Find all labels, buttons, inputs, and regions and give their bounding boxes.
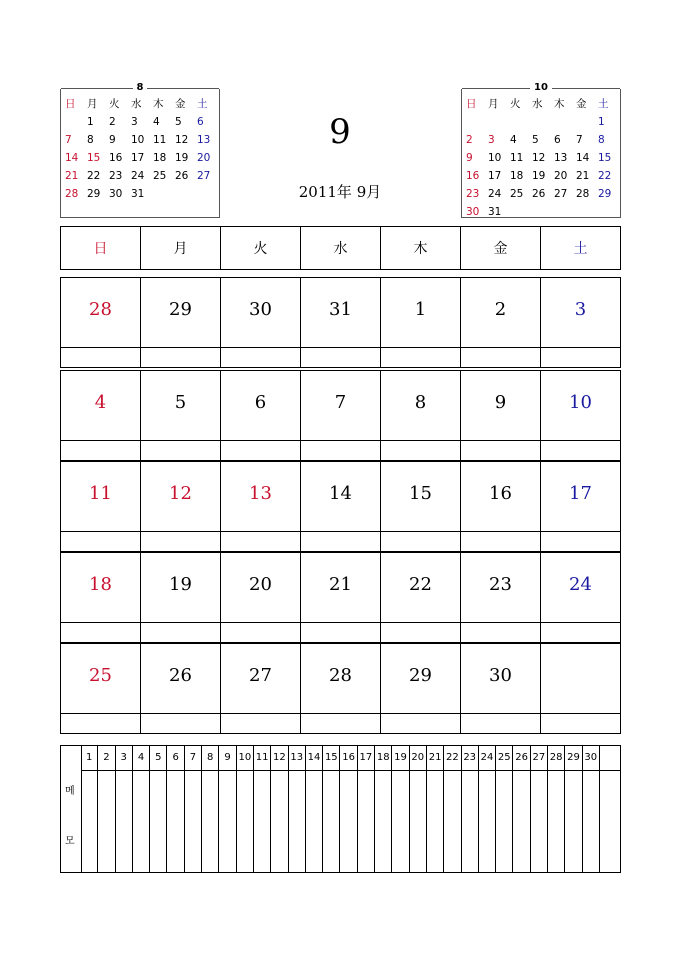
memo-day-number: 19 xyxy=(392,746,408,771)
memo-day-column[interactable] xyxy=(271,746,288,872)
day-cell[interactable] xyxy=(540,553,620,642)
day-cell[interactable] xyxy=(61,278,140,367)
memo-day-column[interactable] xyxy=(254,746,271,872)
mini-day xyxy=(197,185,219,203)
day-note-strip xyxy=(221,531,300,551)
mini-day: 23 xyxy=(109,170,123,182)
mini-day: 9 xyxy=(466,152,473,164)
day-number: 20 xyxy=(249,574,272,595)
memo-day-column[interactable] xyxy=(323,746,340,872)
memo-day-column[interactable] xyxy=(496,746,513,872)
day-note-strip xyxy=(61,440,140,460)
day-cell[interactable] xyxy=(300,371,380,460)
memo-day-number: 2 xyxy=(98,746,114,771)
day-cell[interactable] xyxy=(220,371,300,460)
day-number: 6 xyxy=(254,392,267,413)
memo-day-number: 9 xyxy=(219,746,235,771)
day-note-strip xyxy=(381,531,460,551)
memo-day-column[interactable] xyxy=(358,746,375,872)
day-cell[interactable] xyxy=(540,371,620,460)
day-number: 10 xyxy=(569,392,592,413)
memo-day-number: 6 xyxy=(167,746,183,771)
mini-day: 21 xyxy=(576,170,590,182)
mini-day: 31 xyxy=(488,206,502,218)
memo-day-column[interactable] xyxy=(167,746,184,872)
day-note-strip xyxy=(381,713,460,733)
day-cell[interactable] xyxy=(61,644,140,733)
memo-day-number: 12 xyxy=(271,746,287,771)
day-cell[interactable] xyxy=(140,278,220,367)
mini-day: 31 xyxy=(131,188,145,200)
week-row xyxy=(60,643,621,734)
mini-day: 7 xyxy=(576,134,583,146)
day-number: 30 xyxy=(249,299,272,320)
memo-day-column[interactable] xyxy=(375,746,392,872)
memo-day-column[interactable] xyxy=(340,746,357,872)
mini-weekday: 水 xyxy=(532,98,543,110)
mini-calendar-october xyxy=(461,82,621,218)
day-number: 1 xyxy=(414,299,427,320)
day-note-strip xyxy=(541,347,620,367)
weekday-sun: 日 xyxy=(93,241,108,257)
day-number: 2 xyxy=(494,299,507,320)
day-note-strip xyxy=(221,713,300,733)
day-number: 13 xyxy=(249,483,272,504)
day-cell[interactable] xyxy=(460,644,540,733)
mini-day: 4 xyxy=(510,134,517,146)
memo-day-number: 14 xyxy=(306,746,322,771)
mini-day xyxy=(576,113,598,131)
day-note-strip xyxy=(141,713,220,733)
day-number: 8 xyxy=(414,392,427,413)
weekday-wed: 水 xyxy=(300,227,380,269)
day-note-strip xyxy=(61,622,140,642)
week-row xyxy=(60,370,621,461)
mini-day: 15 xyxy=(598,152,612,164)
day-note-strip xyxy=(461,440,540,460)
day-note-strip xyxy=(301,622,380,642)
day-cell[interactable] xyxy=(220,644,300,733)
day-cell[interactable] xyxy=(61,462,140,551)
mini-day xyxy=(532,113,554,131)
memo-day-column[interactable] xyxy=(583,746,600,872)
memo-day-number: 26 xyxy=(513,746,529,771)
mini-day xyxy=(576,203,598,221)
memo-day-number: 22 xyxy=(444,746,460,771)
mini-day: 15 xyxy=(87,152,101,164)
memo-day-column[interactable] xyxy=(548,746,565,872)
mini-day: 6 xyxy=(554,134,561,146)
mini-day: 12 xyxy=(532,152,546,164)
day-note-strip xyxy=(381,347,460,367)
day-number: 16 xyxy=(489,483,512,504)
memo-section xyxy=(60,745,621,873)
mini-weekday: 日 xyxy=(466,98,477,110)
memo-day-column[interactable] xyxy=(98,746,115,872)
memo-day-number: 10 xyxy=(237,746,253,771)
day-cell[interactable] xyxy=(380,278,460,367)
memo-day-number: 16 xyxy=(340,746,356,771)
day-note-strip xyxy=(221,347,300,367)
mini-day xyxy=(554,203,576,221)
memo-day-number: 17 xyxy=(358,746,374,771)
day-number: 28 xyxy=(329,665,352,686)
day-number: 21 xyxy=(329,574,352,595)
mini-day: 1 xyxy=(87,116,94,128)
day-note-strip xyxy=(61,347,140,367)
day-number: 5 xyxy=(174,392,187,413)
weekday-thu: 木 xyxy=(380,227,460,269)
mini-weekday: 水 xyxy=(131,98,142,110)
memo-day-number: 1 xyxy=(81,746,97,771)
memo-day-number: 4 xyxy=(133,746,149,771)
mini-calendar-title: 10 xyxy=(530,82,552,93)
day-note-strip xyxy=(541,622,620,642)
mini-day: 20 xyxy=(197,152,211,164)
day-cell[interactable] xyxy=(300,553,380,642)
memo-day-number: 28 xyxy=(548,746,564,771)
mini-day: 16 xyxy=(109,152,123,164)
mini-day: 25 xyxy=(153,170,167,182)
mini-day: 21 xyxy=(65,170,79,182)
memo-day-column[interactable] xyxy=(513,746,530,872)
day-number: 23 xyxy=(489,574,512,595)
mini-day: 14 xyxy=(65,152,79,164)
day-cell[interactable] xyxy=(61,371,140,460)
mini-weekday: 火 xyxy=(510,98,521,110)
mini-day: 24 xyxy=(131,170,145,182)
mini-day: 11 xyxy=(153,134,167,146)
mini-day: 17 xyxy=(488,170,502,182)
day-cell[interactable] xyxy=(460,462,540,551)
day-number: 3 xyxy=(574,299,587,320)
mini-day: 2 xyxy=(109,116,116,128)
mini-day: 13 xyxy=(554,152,568,164)
mini-day: 23 xyxy=(466,188,480,200)
mini-day: 3 xyxy=(131,116,138,128)
mini-day: 16 xyxy=(466,170,480,182)
memo-label-bottom: 모 xyxy=(65,836,75,847)
day-note-strip xyxy=(461,713,540,733)
mini-weekday: 土 xyxy=(197,98,208,110)
mini-day xyxy=(488,113,510,131)
memo-day-number: 29 xyxy=(565,746,581,771)
mini-weekday: 金 xyxy=(175,98,186,110)
day-number: 31 xyxy=(329,299,352,320)
year-month-title: 2011年 9月 xyxy=(298,183,382,201)
mini-day: 22 xyxy=(87,170,101,182)
mini-day: 25 xyxy=(510,188,524,200)
mini-day: 30 xyxy=(466,206,480,218)
mini-day: 6 xyxy=(197,116,204,128)
memo-day-column[interactable] xyxy=(202,746,219,872)
day-cell[interactable] xyxy=(300,462,380,551)
mini-weekday: 日 xyxy=(65,98,76,110)
mini-day: 30 xyxy=(109,188,123,200)
mini-day: 29 xyxy=(87,188,101,200)
memo-day-number: 23 xyxy=(462,746,478,771)
day-note-strip xyxy=(461,347,540,367)
day-cell[interactable] xyxy=(300,278,380,367)
day-cell[interactable] xyxy=(220,462,300,551)
mini-day: 18 xyxy=(153,152,167,164)
day-cell[interactable] xyxy=(220,553,300,642)
day-number: 25 xyxy=(89,665,112,686)
mini-day: 4 xyxy=(153,116,160,128)
day-note-strip xyxy=(301,713,380,733)
mini-calendar-grid xyxy=(65,95,219,203)
mini-day: 18 xyxy=(510,170,524,182)
memo-day-column[interactable] xyxy=(219,746,236,872)
day-note-strip xyxy=(61,531,140,551)
mini-day xyxy=(532,203,554,221)
day-note-strip xyxy=(381,622,460,642)
day-note-strip xyxy=(301,347,380,367)
day-cell[interactable] xyxy=(140,644,220,733)
day-cell[interactable] xyxy=(540,278,620,367)
mini-day: 3 xyxy=(488,134,495,146)
mini-day: 8 xyxy=(598,134,605,146)
day-number: 29 xyxy=(409,665,432,686)
day-number: 11 xyxy=(89,483,112,504)
day-note-strip xyxy=(221,622,300,642)
mini-day: 11 xyxy=(510,152,524,164)
memo-day-column[interactable] xyxy=(531,746,548,872)
mini-day: 19 xyxy=(175,152,189,164)
mini-day xyxy=(598,203,620,221)
memo-day-number: 25 xyxy=(496,746,512,771)
mini-day: 27 xyxy=(197,170,211,182)
memo-day-number: 8 xyxy=(202,746,218,771)
day-cell[interactable] xyxy=(380,371,460,460)
memo-day-column[interactable] xyxy=(289,746,306,872)
day-number: 18 xyxy=(89,574,112,595)
mini-weekday: 木 xyxy=(153,98,164,110)
mini-day: 5 xyxy=(175,116,182,128)
mini-day: 5 xyxy=(532,134,539,146)
day-cell[interactable] xyxy=(380,462,460,551)
memo-day-column[interactable] xyxy=(479,746,496,872)
memo-day-number: 30 xyxy=(583,746,599,771)
day-note-strip xyxy=(381,440,460,460)
mini-day: 10 xyxy=(488,152,502,164)
memo-day-column[interactable] xyxy=(116,746,133,872)
day-number: 9 xyxy=(494,392,507,413)
day-cell[interactable] xyxy=(220,278,300,367)
mini-weekday: 月 xyxy=(488,98,499,110)
day-cell[interactable] xyxy=(300,644,380,733)
day-number: 26 xyxy=(169,665,192,686)
day-number: 7 xyxy=(334,392,347,413)
mini-day xyxy=(175,185,197,203)
mini-day xyxy=(65,113,87,131)
day-number: 29 xyxy=(169,299,192,320)
day-cell[interactable] xyxy=(140,462,220,551)
day-cell[interactable] xyxy=(140,553,220,642)
mini-day: 9 xyxy=(109,134,116,146)
day-cell[interactable] xyxy=(460,553,540,642)
day-number: 24 xyxy=(569,574,592,595)
memo-filler xyxy=(600,746,620,872)
memo-day-column[interactable] xyxy=(150,746,167,872)
memo-day-columns xyxy=(81,746,620,872)
mini-weekday: 月 xyxy=(87,98,98,110)
weekday-fri: 金 xyxy=(460,227,540,269)
memo-day-number: 5 xyxy=(150,746,166,771)
mini-day: 24 xyxy=(488,188,502,200)
day-note-strip xyxy=(141,622,220,642)
day-cell[interactable] xyxy=(140,371,220,460)
mini-day: 19 xyxy=(532,170,546,182)
weekday-header xyxy=(60,226,621,270)
mini-day: 7 xyxy=(65,134,72,146)
mini-day: 29 xyxy=(598,188,612,200)
week-row xyxy=(60,552,621,643)
mini-day xyxy=(554,113,576,131)
mini-day: 17 xyxy=(131,152,145,164)
day-number: 19 xyxy=(169,574,192,595)
memo-day-column[interactable] xyxy=(444,746,461,872)
mini-day: 22 xyxy=(598,170,612,182)
mini-weekday: 金 xyxy=(576,98,587,110)
mini-day xyxy=(153,185,175,203)
day-note-strip xyxy=(221,440,300,460)
memo-day-number: 20 xyxy=(410,746,426,771)
mini-day: 10 xyxy=(131,134,145,146)
day-cell[interactable] xyxy=(460,278,540,367)
mini-day: 27 xyxy=(554,188,568,200)
day-cell[interactable] xyxy=(380,644,460,733)
day-cell[interactable] xyxy=(380,553,460,642)
day-note-strip xyxy=(541,440,620,460)
day-number: 17 xyxy=(569,483,592,504)
memo-day-column[interactable] xyxy=(133,746,150,872)
memo-label-top: 메 xyxy=(65,786,75,797)
mini-day: 12 xyxy=(175,134,189,146)
memo-label xyxy=(61,746,82,872)
day-cell[interactable] xyxy=(460,371,540,460)
day-note-strip xyxy=(461,531,540,551)
day-number: 22 xyxy=(409,574,432,595)
day-note-strip xyxy=(461,622,540,642)
memo-day-number: 24 xyxy=(479,746,495,771)
mini-day: 20 xyxy=(554,170,568,182)
month-number: 9 xyxy=(329,112,351,152)
memo-day-number: 3 xyxy=(116,746,132,771)
day-note-strip xyxy=(141,531,220,551)
day-number: 27 xyxy=(249,665,272,686)
mini-day: 13 xyxy=(197,134,211,146)
mini-calendar-august xyxy=(60,82,220,218)
weekday-sat: 土 xyxy=(540,227,620,269)
mini-calendar-title: 8 xyxy=(133,82,148,93)
day-note-strip xyxy=(541,713,620,733)
mini-day: 26 xyxy=(175,170,189,182)
memo-day-column[interactable] xyxy=(185,746,202,872)
day-number: 28 xyxy=(89,299,112,320)
memo-day-column[interactable] xyxy=(565,746,582,872)
day-note-strip xyxy=(141,440,220,460)
mini-weekday: 土 xyxy=(598,98,609,110)
day-note-strip xyxy=(301,531,380,551)
day-cell[interactable] xyxy=(540,462,620,551)
day-number: 12 xyxy=(169,483,192,504)
mini-day xyxy=(510,113,532,131)
day-note-strip xyxy=(301,440,380,460)
week-row xyxy=(60,461,621,552)
weekday-tue: 火 xyxy=(220,227,300,269)
day-note-strip xyxy=(61,713,140,733)
mini-day: 28 xyxy=(65,188,79,200)
memo-day-column[interactable] xyxy=(81,746,98,872)
memo-day-number: 13 xyxy=(289,746,305,771)
mini-day: 14 xyxy=(576,152,590,164)
memo-day-column[interactable] xyxy=(462,746,479,872)
weekday-mon: 月 xyxy=(140,227,220,269)
memo-day-column[interactable] xyxy=(306,746,323,872)
mini-day: 26 xyxy=(532,188,546,200)
mini-calendar-grid xyxy=(466,95,620,221)
mini-day xyxy=(466,113,488,131)
memo-day-number: 18 xyxy=(375,746,391,771)
mini-day: 8 xyxy=(87,134,94,146)
day-number: 14 xyxy=(329,483,352,504)
day-number: 15 xyxy=(409,483,432,504)
day-number: 30 xyxy=(489,665,512,686)
memo-day-number: 7 xyxy=(185,746,201,771)
memo-day-column[interactable] xyxy=(392,746,409,872)
mini-day xyxy=(510,203,532,221)
day-number: 4 xyxy=(94,392,107,413)
mini-day: 2 xyxy=(466,134,473,146)
mini-weekday: 火 xyxy=(109,98,120,110)
mini-day: 28 xyxy=(576,188,590,200)
mini-weekday: 木 xyxy=(554,98,565,110)
day-cell[interactable] xyxy=(61,553,140,642)
week-row xyxy=(60,277,621,368)
memo-day-number: 15 xyxy=(323,746,339,771)
memo-day-column[interactable] xyxy=(427,746,444,872)
mini-day: 1 xyxy=(598,116,605,128)
memo-day-number: 21 xyxy=(427,746,443,771)
memo-day-number: 11 xyxy=(254,746,270,771)
memo-day-column[interactable] xyxy=(410,746,427,872)
day-cell[interactable] xyxy=(540,644,620,733)
day-note-strip xyxy=(141,347,220,367)
memo-day-column[interactable] xyxy=(237,746,254,872)
memo-day-number: 27 xyxy=(531,746,547,771)
day-note-strip xyxy=(541,531,620,551)
